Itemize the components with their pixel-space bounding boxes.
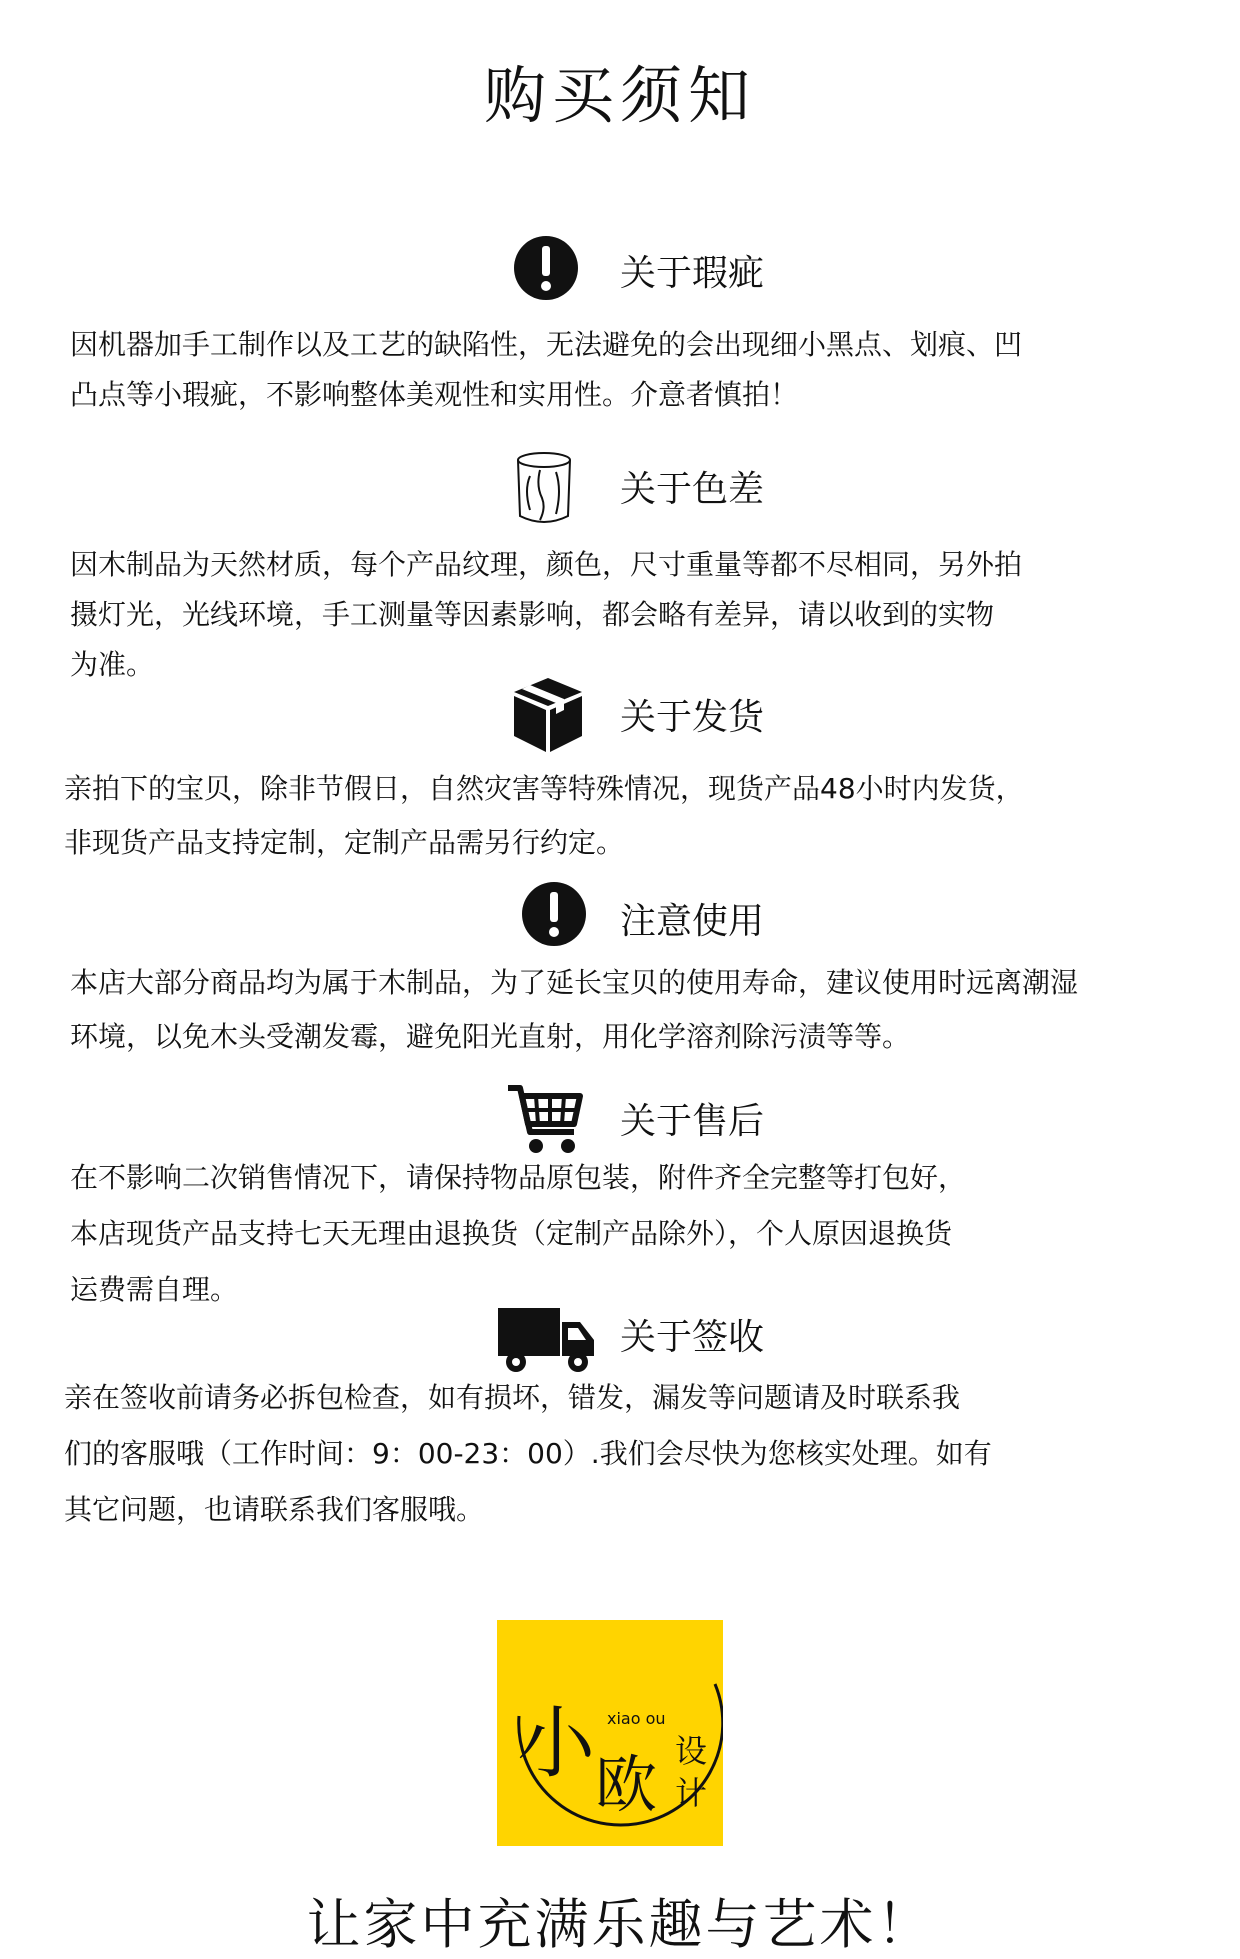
brand-logo [497, 1620, 723, 1846]
section-heading-usage [0, 880, 1240, 960]
text-line: 在不影响二次销售情况下，请保持物品原包装，附件齐全完整等打包好， [70, 1161, 967, 1194]
text-line: 因机器加手工制作以及工艺的缺陷性，无法避免的会出现细小黑点、划痕、凹 [70, 328, 1023, 361]
text-line: 凸点等小瑕疵，不影响整体美观性和实用性。介意者慎拍！ [70, 378, 799, 411]
text-line: 其它问题，也请联系我们客服哦。 [64, 1493, 485, 1526]
logo-char-she: 设 [675, 1732, 708, 1770]
text-line: 非现货产品支持定制，定制产品需另行约定。 [64, 826, 625, 859]
page-title: 购买须知 [483, 59, 756, 132]
text-line: 运费需自理。 [70, 1273, 239, 1306]
logo-char-ji: 计 [675, 1774, 708, 1812]
text-line: 为准。 [70, 648, 155, 681]
section-body-receipt [64, 1370, 1204, 1538]
exclamation-circle-icon [518, 878, 598, 958]
package-box-icon [508, 674, 588, 754]
section-heading-flaws [0, 236, 1240, 316]
text-line: 亲拍下的宝贝，除非节假日，自然灾害等特殊情况，现货产品48小时内发货， [64, 772, 1024, 805]
section-body-usage [70, 956, 1210, 1064]
section-heading-text: 关于瑕疵 [620, 253, 765, 294]
section-body-shipping [64, 762, 1204, 870]
section-body-flaws [70, 320, 1210, 420]
section-heading-color [0, 450, 1240, 530]
text-line: 亲在签收前请务必拆包检查，如有损坏，错发，漏发等问题请及时联系我 [64, 1381, 961, 1414]
logo-char-xiao: 小 [517, 1699, 596, 1789]
section-heading-shipping [0, 674, 1240, 754]
section-heading-text: 关于售后 [620, 1101, 765, 1142]
text-line: 本店现货产品支持七天无理由退换货（定制产品除外），个人原因退换货 [70, 1217, 953, 1250]
section-body-aftersales [70, 1150, 1210, 1318]
section-heading-text: 注意使用 [620, 901, 765, 942]
exclamation-circle-icon [510, 232, 590, 312]
section-heading-text: 关于色差 [620, 469, 765, 510]
wood-stump-icon [510, 450, 590, 530]
text-line: 环境，以免木头受潮发霉，避免阳光直射，用化学溶剂除污渍等等。 [70, 1020, 911, 1053]
logo-char-ou: 欧 [595, 1748, 658, 1821]
logo-graphic [497, 1620, 723, 1846]
section-heading-text: 关于发货 [620, 697, 765, 738]
delivery-truck-icon [496, 1298, 596, 1378]
section-body-color [70, 540, 1210, 690]
slogan: 让家中充满乐趣与艺术！ [306, 1893, 934, 1956]
section-heading-text: 关于签收 [620, 1317, 765, 1358]
section-heading-aftersales [0, 1080, 1240, 1160]
shopping-cart-icon [506, 1080, 586, 1160]
text-line: 摄灯光，光线环境，手工测量等因素影响，都会略有差异，请以收到的实物 [70, 598, 995, 631]
text-line: 本店大部分商品均为属于木制品，为了延长宝贝的使用寿命，建议使用时远离潮湿 [70, 966, 1079, 999]
logo-pinyin: xiao ou [607, 1709, 666, 1728]
text-line: 们的客服哦（工作时间：9：00-23：00）.我们会尽快为您核实处理。如有 [64, 1437, 992, 1470]
text-line: 因木制品为天然材质，每个产品纹理，颜色，尺寸重量等都不尽相同，另外拍 [70, 548, 1023, 581]
section-heading-receipt [0, 1298, 1240, 1378]
